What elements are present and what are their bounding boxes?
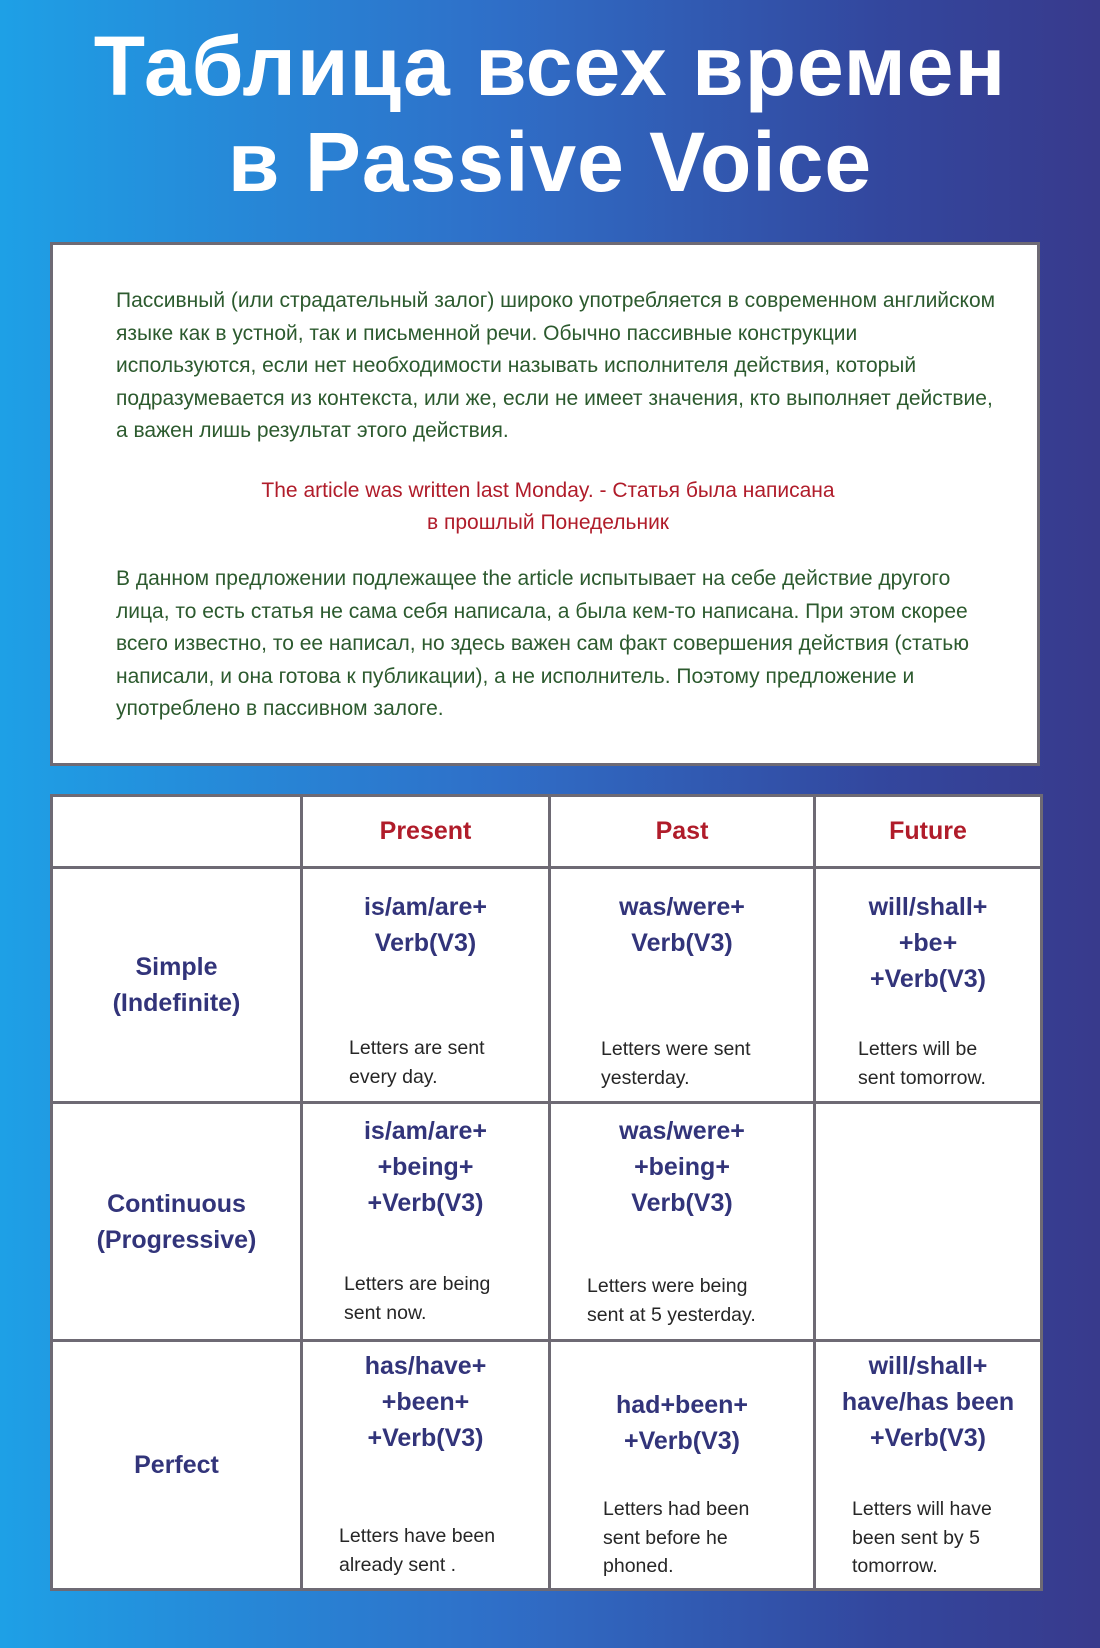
cell-present-perfect xyxy=(302,1341,550,1590)
formula: had+been+ +Verb(V3) xyxy=(616,1391,748,1455)
formula: was/were+ Verb(V3) xyxy=(619,893,745,957)
tenses-table xyxy=(50,794,1043,1591)
row-label: Simple (Indefinite) xyxy=(112,953,241,1017)
title-line-2: в Passive Voice xyxy=(227,115,873,209)
formula: is/am/are+ Verb(V3) xyxy=(363,893,487,957)
table-row-perfect xyxy=(52,1341,1042,1590)
cell-future-simple xyxy=(815,868,1042,1103)
corner-cell xyxy=(52,796,302,868)
example-sentence xyxy=(93,475,1003,539)
example-text: Letters will be sent tomorrow. xyxy=(858,1038,986,1089)
table-header-row xyxy=(52,796,1042,868)
page-title xyxy=(0,18,1100,210)
intro-panel xyxy=(50,242,1040,766)
example-line-1: The article was written last Monday. - Статья была написана xyxy=(261,479,835,502)
row-header-simple xyxy=(52,868,302,1103)
row-header-continuous xyxy=(52,1103,302,1341)
formula: is/am/are+ +being+ +Verb(V3) xyxy=(363,1117,487,1217)
column-header-past: Past xyxy=(550,796,815,868)
example-text: Letters have been already sent . xyxy=(339,1525,496,1576)
example-text: Letters are being sent now. xyxy=(344,1273,491,1324)
intro-paragraph-1: Пассивный (или страдательный залог) широко употребляется в современном английском языке как в устной, так и письменной речи. Обычно пассивные конструкции используются, если нет необходимости называть исполнителя действия, который подразумевается из контекста, или же, если не имеет значения, кто выполняет действие, а важен лишь результат этого действия. xyxy=(116,289,996,442)
cell-past-simple xyxy=(550,868,815,1103)
cell-past-perfect xyxy=(550,1341,815,1590)
table-row-continuous xyxy=(52,1103,1042,1341)
table-row-simple xyxy=(52,868,1042,1103)
cell-present-continuous xyxy=(302,1103,550,1341)
row-label: Continuous (Progressive) xyxy=(96,1189,257,1254)
cell-future-perfect xyxy=(815,1341,1042,1590)
formula: was/were+ +being+ Verb(V3) xyxy=(619,1117,745,1217)
example-text: Letters had been sent before he phoned. xyxy=(603,1498,750,1577)
formula: will/shall+ +be+ +Verb(V3) xyxy=(868,893,988,993)
column-header-present: Present xyxy=(302,796,550,868)
cell-past-continuous xyxy=(550,1103,815,1341)
cell-present-simple xyxy=(302,868,550,1103)
example-text: Letters will have been sent by 5 tomorrow. xyxy=(852,1498,992,1577)
column-header-future: Future xyxy=(815,796,1042,868)
row-label: Perfect xyxy=(134,1451,219,1479)
example-line-2: в прошлый Понедельник xyxy=(426,511,669,534)
formula: will/shall+ have/has been +Verb(V3) xyxy=(841,1352,1015,1452)
formula: has/have+ +been+ +Verb(V3) xyxy=(364,1352,487,1452)
intro-paragraph-2: В данном предложении подлежащее the article испытывает на себе действие другого лица, то есть статья не сама себя написала, а была кем-то написана. При этом скорее всего известно, то ее написал, но здесь важен сам факт совершения действия (статью написали, и она готова к публикации), а не исполнитель. Поэтому предложение и употреблено в пассивном залоге. xyxy=(116,567,969,720)
example-text: Letters were sent yesterday. xyxy=(601,1038,751,1089)
example-text: Letters were being sent at 5 yesterday. xyxy=(587,1275,756,1326)
example-text: Letters are sent every day. xyxy=(349,1037,485,1088)
title-line-1: Таблица всех времен xyxy=(93,19,1007,113)
row-header-perfect xyxy=(52,1341,302,1590)
cell-future-continuous-empty xyxy=(815,1103,1042,1341)
